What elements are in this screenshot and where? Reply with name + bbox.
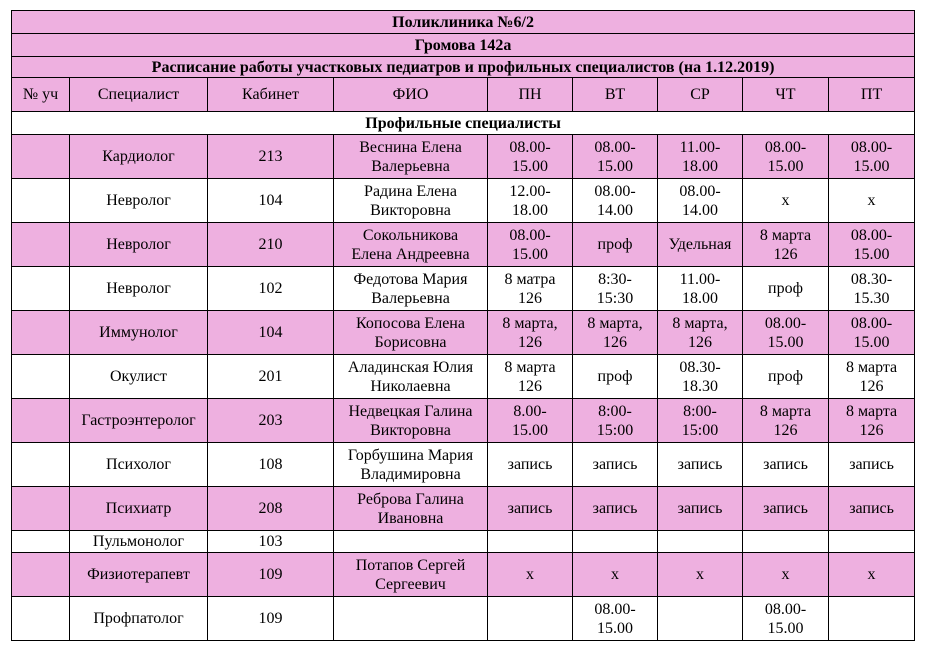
col-header-fio: ФИО <box>334 78 488 112</box>
day-cell-fri <box>829 597 915 641</box>
fio-cell-line: Радина Елена <box>364 182 457 200</box>
fio-cell-line: Сокольникова <box>362 226 459 244</box>
fio-cell-line: Горбушина Мария <box>347 446 474 464</box>
day-cell-thu <box>743 553 829 597</box>
day-cell-mon <box>488 355 573 399</box>
day-cell-tue <box>573 179 658 223</box>
day-cell-fri-line: 15.00 <box>853 157 890 175</box>
day-cell-wed <box>658 443 743 487</box>
day-cell-wed-line: 11.00- <box>679 270 721 288</box>
day-cell-mon <box>488 223 573 267</box>
day-cell-tue <box>573 135 658 179</box>
day-cell-thu <box>743 267 829 311</box>
uch-cell <box>12 223 70 267</box>
day-cell-fri-line: запись <box>849 456 894 473</box>
day-cell-fri-line: 8 марта <box>845 358 898 376</box>
col-header-cabinet: Кабинет <box>208 78 334 112</box>
fio-cell-line: Ивановна <box>377 509 444 527</box>
day-cell-wed <box>658 311 743 355</box>
table-row <box>12 487 915 531</box>
cabinet-cell: 201 <box>208 355 334 399</box>
day-cell-mon-line: 08.00- <box>509 226 551 244</box>
fio-cell-line: Копосова Елена <box>356 314 465 332</box>
day-cell-thu-line: 8 марта <box>759 402 812 420</box>
day-cell-wed-line: 126 <box>688 333 712 351</box>
day-cell-mon <box>488 553 573 597</box>
day-cell-wed <box>658 179 743 223</box>
section-title: Профильные специалисты <box>12 112 915 135</box>
fio-cell-line: Елена Андреевна <box>351 245 470 263</box>
day-cell-mon <box>488 487 573 531</box>
day-cell-fri <box>829 553 915 597</box>
day-cell-fri <box>829 179 915 223</box>
day-cell-fri-line: 8 марта <box>845 402 898 420</box>
specialist-cell: Профпатолог <box>70 597 208 641</box>
col-header-specialist: Специалист <box>70 78 208 112</box>
fio-cell <box>334 399 488 443</box>
day-cell-wed-line: 08.00- <box>679 182 721 200</box>
col-header-thu: ЧТ <box>743 78 829 112</box>
day-cell-thu-line: 08.00- <box>764 600 807 618</box>
day-cell-wed-line: х <box>696 566 704 583</box>
header-row <box>12 78 915 112</box>
col-header-wed: СР <box>658 78 743 112</box>
day-cell-wed <box>658 399 743 443</box>
table-row <box>12 223 915 267</box>
fio-cell-line: Валерьевна <box>371 289 450 307</box>
day-cell-fri-line: 08.30- <box>850 270 893 288</box>
day-cell-mon-line: 08.00- <box>509 138 551 156</box>
day-cell-tue <box>573 311 658 355</box>
day-cell-tue <box>573 267 658 311</box>
day-cell-tue-line: 126 <box>603 333 627 351</box>
day-cell-fri-line: х <box>867 192 876 209</box>
section-row <box>12 112 915 135</box>
cabinet-cell: 108 <box>208 443 334 487</box>
uch-cell <box>12 531 70 553</box>
uch-cell <box>12 553 70 597</box>
day-cell-wed <box>658 267 743 311</box>
table-row <box>12 553 915 597</box>
table-row <box>12 443 915 487</box>
specialist-cell: Физиотерапевт <box>70 553 208 597</box>
cabinet-cell: 203 <box>208 399 334 443</box>
day-cell-fri <box>829 311 915 355</box>
day-cell-thu-line: 8 марта <box>759 226 812 244</box>
day-cell-fri-line: 15.00 <box>853 333 890 351</box>
day-cell-wed-line: запись <box>677 456 723 473</box>
title-row-schedule <box>12 57 915 78</box>
schedule-table <box>11 10 915 641</box>
day-cell-wed-line: 8:00- <box>683 402 717 420</box>
day-cell-fri-line: 15.30 <box>853 289 890 307</box>
table-row <box>12 135 915 179</box>
day-cell-tue-line: запись <box>592 500 638 517</box>
day-cell-thu-line: 126 <box>773 421 798 439</box>
cabinet-cell: 104 <box>208 179 334 223</box>
cabinet-cell: 103 <box>208 531 334 553</box>
day-cell-mon-line: 126 <box>518 333 542 351</box>
day-cell-wed-line: 8 марта, <box>672 314 728 332</box>
table-row <box>12 399 915 443</box>
day-cell-fri <box>829 267 915 311</box>
day-cell-wed-line: Удельная <box>668 236 732 253</box>
fio-cell-line: Веснина Елена <box>359 138 462 156</box>
specialist-cell: Пульмонолог <box>70 531 208 553</box>
day-cell-tue-line: 15.00 <box>597 157 633 175</box>
day-cell-tue-line: 08.00- <box>594 182 636 200</box>
day-cell-thu <box>743 531 829 553</box>
specialist-cell: Гастроэнтеролог <box>70 399 208 443</box>
day-cell-thu <box>743 223 829 267</box>
day-cell-wed-line: 18.30 <box>682 377 718 395</box>
day-cell-thu-line: запись <box>763 500 808 517</box>
day-cell-tue <box>573 355 658 399</box>
fio-cell-line: Борисовна <box>374 333 447 351</box>
fio-cell <box>334 311 488 355</box>
fio-cell <box>334 487 488 531</box>
day-cell-mon-line: 15.00 <box>512 245 548 263</box>
day-cell-tue-line: 15:00 <box>596 421 634 439</box>
uch-cell <box>12 443 70 487</box>
day-cell-mon <box>488 311 573 355</box>
day-cell-mon <box>488 443 573 487</box>
day-cell-thu-line: 15.00 <box>767 157 804 175</box>
uch-cell <box>12 399 70 443</box>
fio-cell <box>334 443 488 487</box>
day-cell-fri-line: х <box>867 566 876 583</box>
day-cell-mon-line: 8 марта, <box>502 314 558 332</box>
cabinet-cell: 109 <box>208 553 334 597</box>
cabinet-cell: 213 <box>208 135 334 179</box>
day-cell-tue-line: 8:00- <box>598 402 632 420</box>
table-row <box>12 267 915 311</box>
fio-cell-line: Николаевна <box>370 377 451 395</box>
day-cell-mon-line: запись <box>507 456 553 473</box>
col-header-tue: ВТ <box>573 78 658 112</box>
fio-cell-line: Реброва Галина <box>357 490 464 508</box>
day-cell-mon <box>488 267 573 311</box>
fio-cell-line: Викторовна <box>370 201 451 219</box>
day-cell-mon-line: 12.00- <box>509 182 551 200</box>
day-cell-fri <box>829 531 915 553</box>
fio-cell-line: Недвецкая Галина <box>348 402 473 420</box>
specialist-cell: Окулист <box>70 355 208 399</box>
day-cell-mon-line: 8.00- <box>513 402 547 420</box>
day-cell-thu-line: 08.00- <box>764 314 807 332</box>
fio-cell <box>334 267 488 311</box>
table-row <box>12 355 915 399</box>
day-cell-thu <box>743 399 829 443</box>
day-cell-fri-line: 08.00- <box>850 226 893 244</box>
day-cell-wed-line: 11.00- <box>679 138 721 156</box>
specialist-cell: Невролог <box>70 267 208 311</box>
day-cell-thu-line: х <box>781 566 790 583</box>
day-cell-tue-line: проф <box>597 236 633 253</box>
table-row <box>12 311 915 355</box>
day-cell-fri-line: запись <box>849 500 894 517</box>
day-cell-tue-line: 08.00- <box>594 600 636 618</box>
day-cell-wed-line: 14.00 <box>682 201 718 219</box>
day-cell-tue <box>573 223 658 267</box>
table-row <box>12 179 915 223</box>
specialist-cell: Невролог <box>70 223 208 267</box>
day-cell-tue <box>573 553 658 597</box>
day-cell-wed <box>658 553 743 597</box>
uch-cell <box>12 311 70 355</box>
day-cell-mon <box>488 179 573 223</box>
day-cell-mon <box>488 531 573 553</box>
uch-cell <box>12 135 70 179</box>
title-row-address <box>12 34 915 57</box>
fio-cell <box>334 597 488 641</box>
clinic-title: Поликлиника №6/2 <box>12 11 915 34</box>
day-cell-wed <box>658 597 743 641</box>
day-cell-thu-line: 15.00 <box>767 619 804 637</box>
specialist-cell: Невролог <box>70 179 208 223</box>
day-cell-mon-line: х <box>526 566 534 583</box>
day-cell-mon-line: 18.00 <box>512 201 548 219</box>
day-cell-tue-line: х <box>611 566 619 583</box>
day-cell-fri <box>829 443 915 487</box>
cabinet-cell: 104 <box>208 311 334 355</box>
day-cell-wed <box>658 355 743 399</box>
day-cell-mon <box>488 135 573 179</box>
day-cell-fri-line: 126 <box>859 377 884 395</box>
day-cell-fri <box>829 487 915 531</box>
uch-cell <box>12 355 70 399</box>
day-cell-tue-line: 15:30 <box>596 289 634 307</box>
day-cell-tue <box>573 487 658 531</box>
fio-cell-line: Владимировна <box>360 465 461 483</box>
day-cell-wed-line: 18.00 <box>682 157 718 175</box>
cabinet-cell: 109 <box>208 597 334 641</box>
day-cell-wed-line: 15:00 <box>681 421 719 439</box>
day-cell-tue <box>573 443 658 487</box>
day-cell-mon-line: 8 марта <box>504 358 556 376</box>
day-cell-thu-line: 08.00- <box>764 138 807 156</box>
day-cell-thu-line: проф <box>768 280 803 297</box>
day-cell-thu <box>743 443 829 487</box>
day-cell-mon <box>488 399 573 443</box>
fio-cell <box>334 531 488 553</box>
day-cell-wed <box>658 223 743 267</box>
day-cell-thu <box>743 487 829 531</box>
day-cell-mon <box>488 597 573 641</box>
day-cell-tue-line: 15.00 <box>597 619 633 637</box>
day-cell-fri <box>829 135 915 179</box>
fio-cell <box>334 355 488 399</box>
day-cell-fri-line: 126 <box>859 421 884 439</box>
table-row <box>12 597 915 641</box>
fio-cell-line: Федотова Мария <box>353 270 468 288</box>
day-cell-mon-line: 8 матра <box>504 270 556 288</box>
day-cell-fri <box>829 399 915 443</box>
fio-cell <box>334 553 488 597</box>
day-cell-mon-line: 126 <box>518 377 542 395</box>
day-cell-fri-line: 15.00 <box>853 245 890 263</box>
day-cell-wed-line: 08.30- <box>679 358 721 376</box>
day-cell-tue-line: 8:30- <box>598 270 632 288</box>
day-cell-fri-line: 08.00- <box>850 138 893 156</box>
fio-cell-line: Аладинская Юлия <box>347 358 474 376</box>
fio-cell-line: Викторовна <box>370 421 451 439</box>
day-cell-thu <box>743 135 829 179</box>
day-cell-thu <box>743 355 829 399</box>
day-cell-fri <box>829 355 915 399</box>
day-cell-mon-line: 15.00 <box>512 421 548 439</box>
day-cell-wed <box>658 487 743 531</box>
col-header-fri: ПТ <box>829 78 915 112</box>
schedule-title: Расписание работы участковых педиатров и профильных специалистов (на 1.12.2019) <box>12 57 915 78</box>
day-cell-tue <box>573 597 658 641</box>
uch-cell <box>12 487 70 531</box>
uch-cell <box>12 267 70 311</box>
day-cell-thu <box>743 597 829 641</box>
day-cell-mon-line: 126 <box>518 289 542 307</box>
day-cell-thu <box>743 311 829 355</box>
uch-cell <box>12 597 70 641</box>
day-cell-wed <box>658 135 743 179</box>
col-header-mon: ПН <box>488 78 573 112</box>
day-cell-fri-line: 08.00- <box>850 314 893 332</box>
day-cell-tue-line: запись <box>592 456 638 473</box>
day-cell-mon-line: 15.00 <box>512 157 548 175</box>
specialist-cell: Кардиолог <box>70 135 208 179</box>
fio-cell-line: Сергеевич <box>375 575 446 593</box>
day-cell-fri <box>829 223 915 267</box>
day-cell-tue-line: проф <box>597 368 633 385</box>
day-cell-thu-line: 15.00 <box>767 333 804 351</box>
address-title: Громова 142а <box>12 34 915 57</box>
cabinet-cell: 208 <box>208 487 334 531</box>
title-row-clinic <box>12 11 915 34</box>
day-cell-mon-line: запись <box>507 500 553 517</box>
day-cell-tue-line: 14.00 <box>597 201 633 219</box>
specialist-cell: Психиатр <box>70 487 208 531</box>
day-cell-wed <box>658 531 743 553</box>
day-cell-wed-line: запись <box>677 500 723 517</box>
table-row <box>12 531 915 553</box>
col-header-uch: № уч <box>12 78 70 112</box>
specialist-cell: Психолог <box>70 443 208 487</box>
day-cell-thu-line: проф <box>768 368 803 385</box>
day-cell-tue <box>573 399 658 443</box>
day-cell-thu-line: запись <box>763 456 808 473</box>
day-cell-thu <box>743 179 829 223</box>
cabinet-cell: 210 <box>208 223 334 267</box>
day-cell-thu-line: 126 <box>773 245 798 263</box>
fio-cell <box>334 135 488 179</box>
day-cell-tue <box>573 531 658 553</box>
uch-cell <box>12 179 70 223</box>
day-cell-tue-line: 08.00- <box>594 138 636 156</box>
fio-cell-line: Потапов Сергей <box>355 556 466 574</box>
specialist-cell: Иммунолог <box>70 311 208 355</box>
fio-cell <box>334 179 488 223</box>
cabinet-cell: 102 <box>208 267 334 311</box>
day-cell-thu-line: х <box>781 192 790 209</box>
day-cell-wed-line: 18.00 <box>682 289 718 307</box>
fio-cell <box>334 223 488 267</box>
fio-cell-line: Валерьевна <box>371 157 450 175</box>
day-cell-tue-line: 8 марта, <box>587 314 643 332</box>
